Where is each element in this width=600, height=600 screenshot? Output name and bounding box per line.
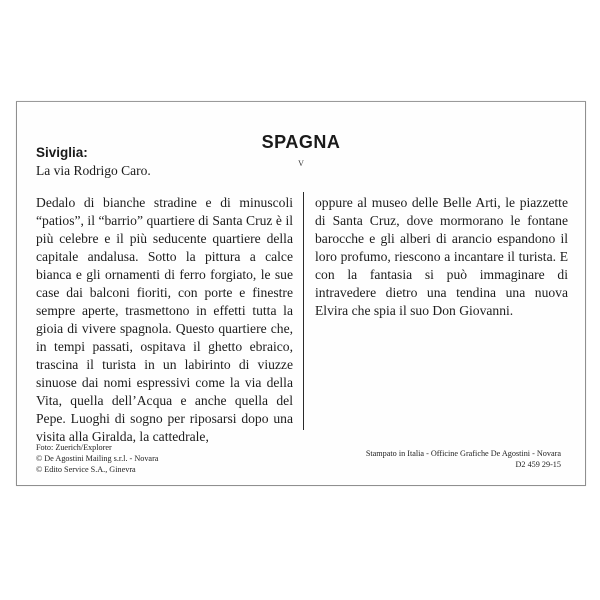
postcard-back [16, 101, 586, 486]
printer-line: Stampato in Italia - Officine Grafiche De Agostini - Novara [365, 449, 561, 458]
printer-info [366, 448, 561, 470]
right-text-column: oppure al museo delle Belle Arti, le piazzette di Santa Cruz, dove mormorano le fontane barocche e gli alberi di arancio espandono il loro profumo, riescono a incantare il turista. E con la fantasia si può immaginare di intravedere dietro una tendina una nuova Elvira che spia il suo Don Giovanni. [315, 195, 568, 318]
card-title: SPAGNA [261, 132, 341, 152]
credit-line-edito: © Edito Service S.A., Ginevra [36, 465, 136, 474]
credit-line-mailing: © De Agostini Mailing s.r.l. - Novara [36, 454, 159, 463]
place-subtitle: La via Rodrigo Caro. [36, 163, 151, 178]
product-code: D2 459 29-15 [515, 460, 561, 469]
place-name: Siviglia: [36, 145, 88, 160]
volume-number: V [298, 159, 304, 168]
column-divider [303, 192, 304, 430]
credit-line-photo: Foto: Zuerich/Explorer [36, 443, 112, 452]
photo-credits [36, 442, 158, 475]
left-text-column: Dedalo di bianche stradine e di minuscoli “patios”, il “barrio” quartiere di Santa Cruz è il più celebre e il più seducente quartiere della capitale andalusa. Sotto la pittura a calce bianca e gli ornamenti di ferro forgiato, le sue case dai balconi fioriti, con porte e finestre sempre aperte, trasmettono in effetti tutta la gioia di vivere spagnola. Questo quartiere che, in tempi passati, ospitava il ghetto ebraico, trascina il turista in un labirinto di viuzze sinuose dai nomi espressivi come la via della Vita, quella dell’Acqua e anche quella del Pepe. Luoghi di sogno per riposarsi dopo una visita alla Giralda, la cattedrale, [36, 195, 293, 444]
